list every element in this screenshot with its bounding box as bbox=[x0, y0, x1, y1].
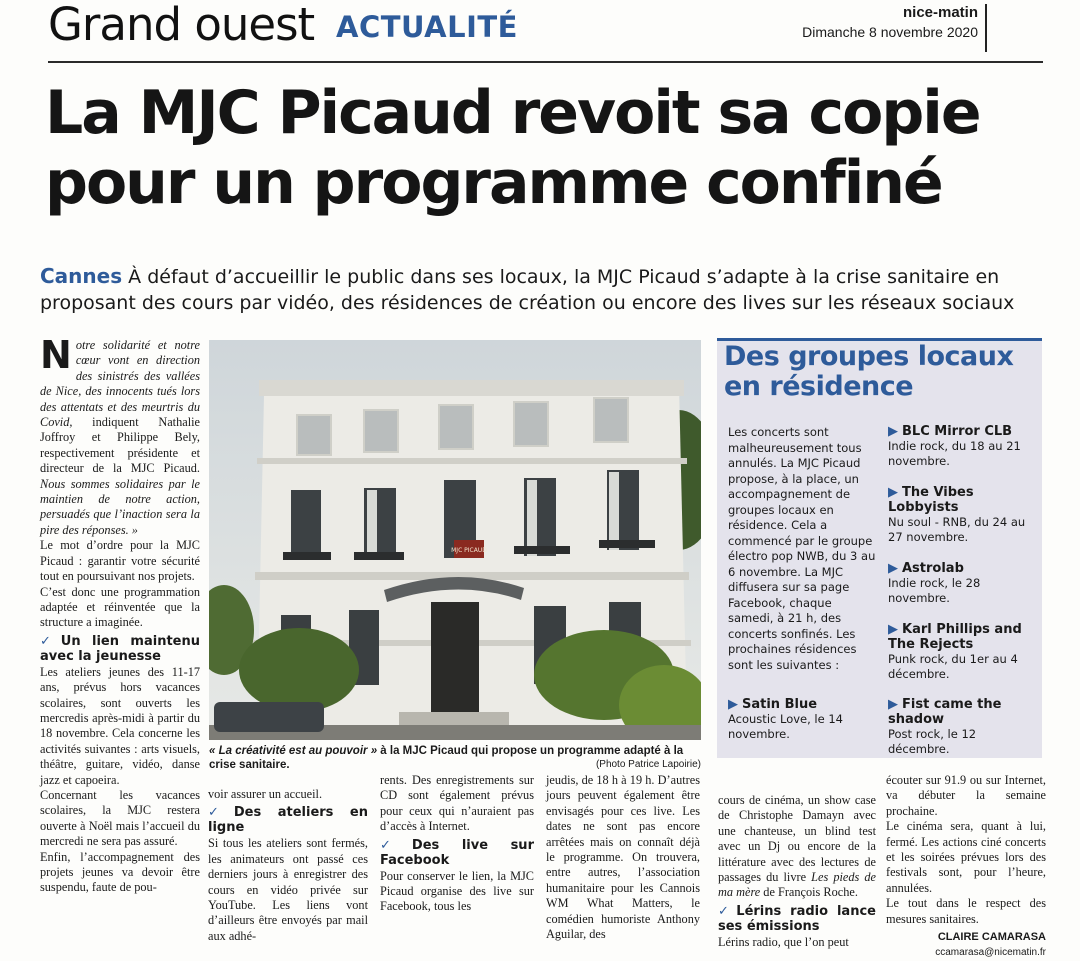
headline-line-1: La MJC Picaud revoit sa copie bbox=[45, 78, 980, 148]
author-name: CLAIRE CAMARASA bbox=[937, 931, 1046, 944]
arrow-icon: ▶ bbox=[888, 622, 898, 637]
sidebar-intro: Les concerts sont malheureusement tous annulés. La MJC Picaud propose, à la place, un accompagnement de groupes locaux en résidence. Cela a commencé par le groupe électro pop NWB, du 3 au 6 novembre. La MJC diffusera sur sa page Facebook, chaque samedi, à 21 h, des concerts sonfinés. Les prochaines résidences sont les suivantes : bbox=[728, 425, 876, 672]
intro-quote-2: Nous sommes solidaires par le maintien de notre action, persuadés que l’inaction sera la pire des réponses. » bbox=[40, 476, 200, 537]
article-column-5: cours de cinéma, un show case de Christophe Damayn avec une chanteuse, un blind test avec un Dj ou encore de la littérature avec des lectures de passages du livre Les pieds de ma mère de François Roche. ✓ Lérins radio lance ses émissions Lérins radio, que l’on peut bbox=[718, 793, 876, 949]
paragraph: Lérins radio, que l’on peut bbox=[718, 934, 849, 949]
book-title: Les pieds de ma mère bbox=[718, 870, 876, 900]
lead-paragraph bbox=[40, 263, 1050, 316]
arrow-icon: ▶ bbox=[888, 561, 898, 576]
check-icon: ✓ bbox=[208, 805, 231, 821]
newspaper-name: nice-matin bbox=[902, 4, 978, 21]
paragraph: Le mot d’ordre pour la MJC Picaud : garantir votre sécurité tout en poursuivant nos projets. bbox=[40, 538, 200, 584]
paragraph: Le cinéma sera, quant à lui, fermé. Les actions ciné concerts et les soirées prévues lors des festivals sont, pour l’heure, annulées. bbox=[886, 819, 1046, 895]
building-photo bbox=[209, 340, 701, 740]
check-icon: ✓ bbox=[380, 837, 409, 853]
paragraph: Concernant les vacances scolaires, la MJC restera ouverte à Noël mais l’accueil du mercredi ne sera pas assuré. bbox=[40, 787, 200, 849]
subheading-online: ✓ Des ateliers en ligne bbox=[208, 805, 368, 836]
header-rule bbox=[48, 61, 1043, 63]
intro-attribution: indiquent Nathalie Joffroy et Philippe Bely, respectivement présidente et directeur de la MJC Picaud. bbox=[40, 415, 200, 476]
check-icon: ✓ bbox=[718, 903, 734, 919]
sign-text: MJC PICAUD bbox=[451, 547, 487, 554]
article-column-6 bbox=[886, 773, 1046, 961]
band-fist-came-the-shadow: ▶ Fist came the shadow Post rock, le 12 décembre. bbox=[888, 697, 1002, 756]
headline bbox=[45, 78, 1055, 218]
lead-city: Cannes bbox=[40, 264, 123, 288]
photo-credit: (Photo Patrice Lapoirie) bbox=[595, 759, 701, 770]
lead-text: À défaut d’accueillir le public dans ses locaux, la MJC Picaud s’adapte à la crise sanitaire en proposant des cours par vidéo, des résidences de création ou encore des lives sur les réseaux sociaux bbox=[40, 266, 1015, 314]
article-column-3 bbox=[380, 773, 534, 915]
rubric-label: ACTUALITÉ bbox=[336, 10, 518, 44]
paragraph: voir assurer un accueil. bbox=[208, 787, 323, 801]
subheading-youth: ✓ Un lien maintenu avec la jeunesse bbox=[40, 633, 200, 664]
band-satin-blue: ▶ Satin Blue Acoustic Love, le 14 novembre. bbox=[728, 697, 843, 741]
subheading-radio: ✓ Lérins radio lance ses émissions bbox=[718, 903, 876, 934]
paragraph: Les ateliers jeunes des 11-17 ans, prévus hors vacances scolaires, sont ouverts les mercredis après-midi à partir du 18 novembre. Cela concerne les activités suivantes : arts visuels, théâtre, guitare, vidéo, danse jazz et capoeira. bbox=[40, 664, 200, 787]
band-karl-phillips: ▶ Karl Phillips and The Rejects Punk rock, du 1er au 4 décembre. bbox=[888, 622, 1022, 681]
paragraph: Si tous les ateliers sont fermés, les animateurs ont passé ces derniers jours à enregistrer des cours en vidéo privée sur YouTube. Les liens vont d’ailleurs être envoyés par mail aux adhé- bbox=[208, 836, 368, 943]
building-illustration bbox=[209, 340, 701, 740]
paragraph: Le tout dans le respect des mesures sanitaires. bbox=[886, 896, 1046, 926]
section-title: Grand ouest bbox=[48, 0, 315, 51]
subheading-facebook: ✓ Des live sur Facebook bbox=[380, 837, 534, 868]
paragraph: Enfin, l’accompagnement des projets jeunes va devoir être suspendu, faute de pou- bbox=[40, 849, 200, 895]
intro-quote-1: otre solidarité et notre cœur vont en direction des sinistrés des vallées de Nice, des innocents tués lors des attentats et des meurtris du Covid, bbox=[40, 338, 200, 430]
paragraph: jeudis, de 18 h à 19 h. D’autres jours peuvent également être envisagés pour ces live. Les dates ne sont pas encore arrêtées mais on connaît déjà le programme. On trouvera, entre autres, l’association humanitaire pour les Cannois WM What Matters, le comédien humoriste Anthony Aguilar, des bbox=[546, 773, 700, 942]
drop-cap: N bbox=[40, 333, 72, 377]
arrow-icon: ▶ bbox=[888, 485, 898, 500]
caption-quote: « La créativité est au pouvoir » bbox=[209, 745, 378, 757]
headline-line-2: pour un programme confiné bbox=[45, 148, 942, 218]
band-the-vibes-lobbyists: ▶ The Vibes Lobbyists Nu soul - RNB, du 24 au 27 novembre. bbox=[888, 485, 1026, 544]
arrow-icon: ▶ bbox=[888, 697, 898, 712]
article-column-1 bbox=[40, 333, 200, 896]
paragraph: C’est donc une programmation adaptée et réinventée que la structure a imaginée. bbox=[40, 584, 200, 630]
paragraph: écouter sur 91.9 ou sur Internet, va débuter la semaine prochaine. bbox=[886, 773, 1046, 818]
issue-date: Dimanche 8 novembre 2020 bbox=[802, 24, 978, 40]
header-divider bbox=[985, 4, 987, 52]
article-column-2 bbox=[208, 787, 368, 944]
paragraph: Pour conserver le lien, la MJC Picaud organise des live sur Facebook, tous les bbox=[380, 868, 534, 914]
check-icon: ✓ bbox=[40, 633, 58, 649]
band-blc-mirror-clb: ▶ BLC Mirror CLB Indie rock, du 18 au 21 novembre. bbox=[888, 424, 1021, 468]
paragraph: rents. Des enregistrements sur CD sont également prévus pour ceux qui n’auraient pas d’accès à Internet. bbox=[380, 773, 534, 834]
arrow-icon: ▶ bbox=[728, 697, 738, 712]
sidebar-title: Des groupes locaux en résidence bbox=[724, 341, 1014, 402]
arrow-icon: ▶ bbox=[888, 424, 898, 439]
author-email: ccamarasa@nicematin.fr bbox=[935, 947, 1046, 959]
article-column-4 bbox=[546, 773, 700, 942]
caption-text: à la MJC Picaud qui propose un programme adapté à la crise sanitaire. bbox=[209, 745, 684, 771]
band-astrolab: ▶ Astrolab Indie rock, le 28 novembre. bbox=[888, 561, 981, 605]
